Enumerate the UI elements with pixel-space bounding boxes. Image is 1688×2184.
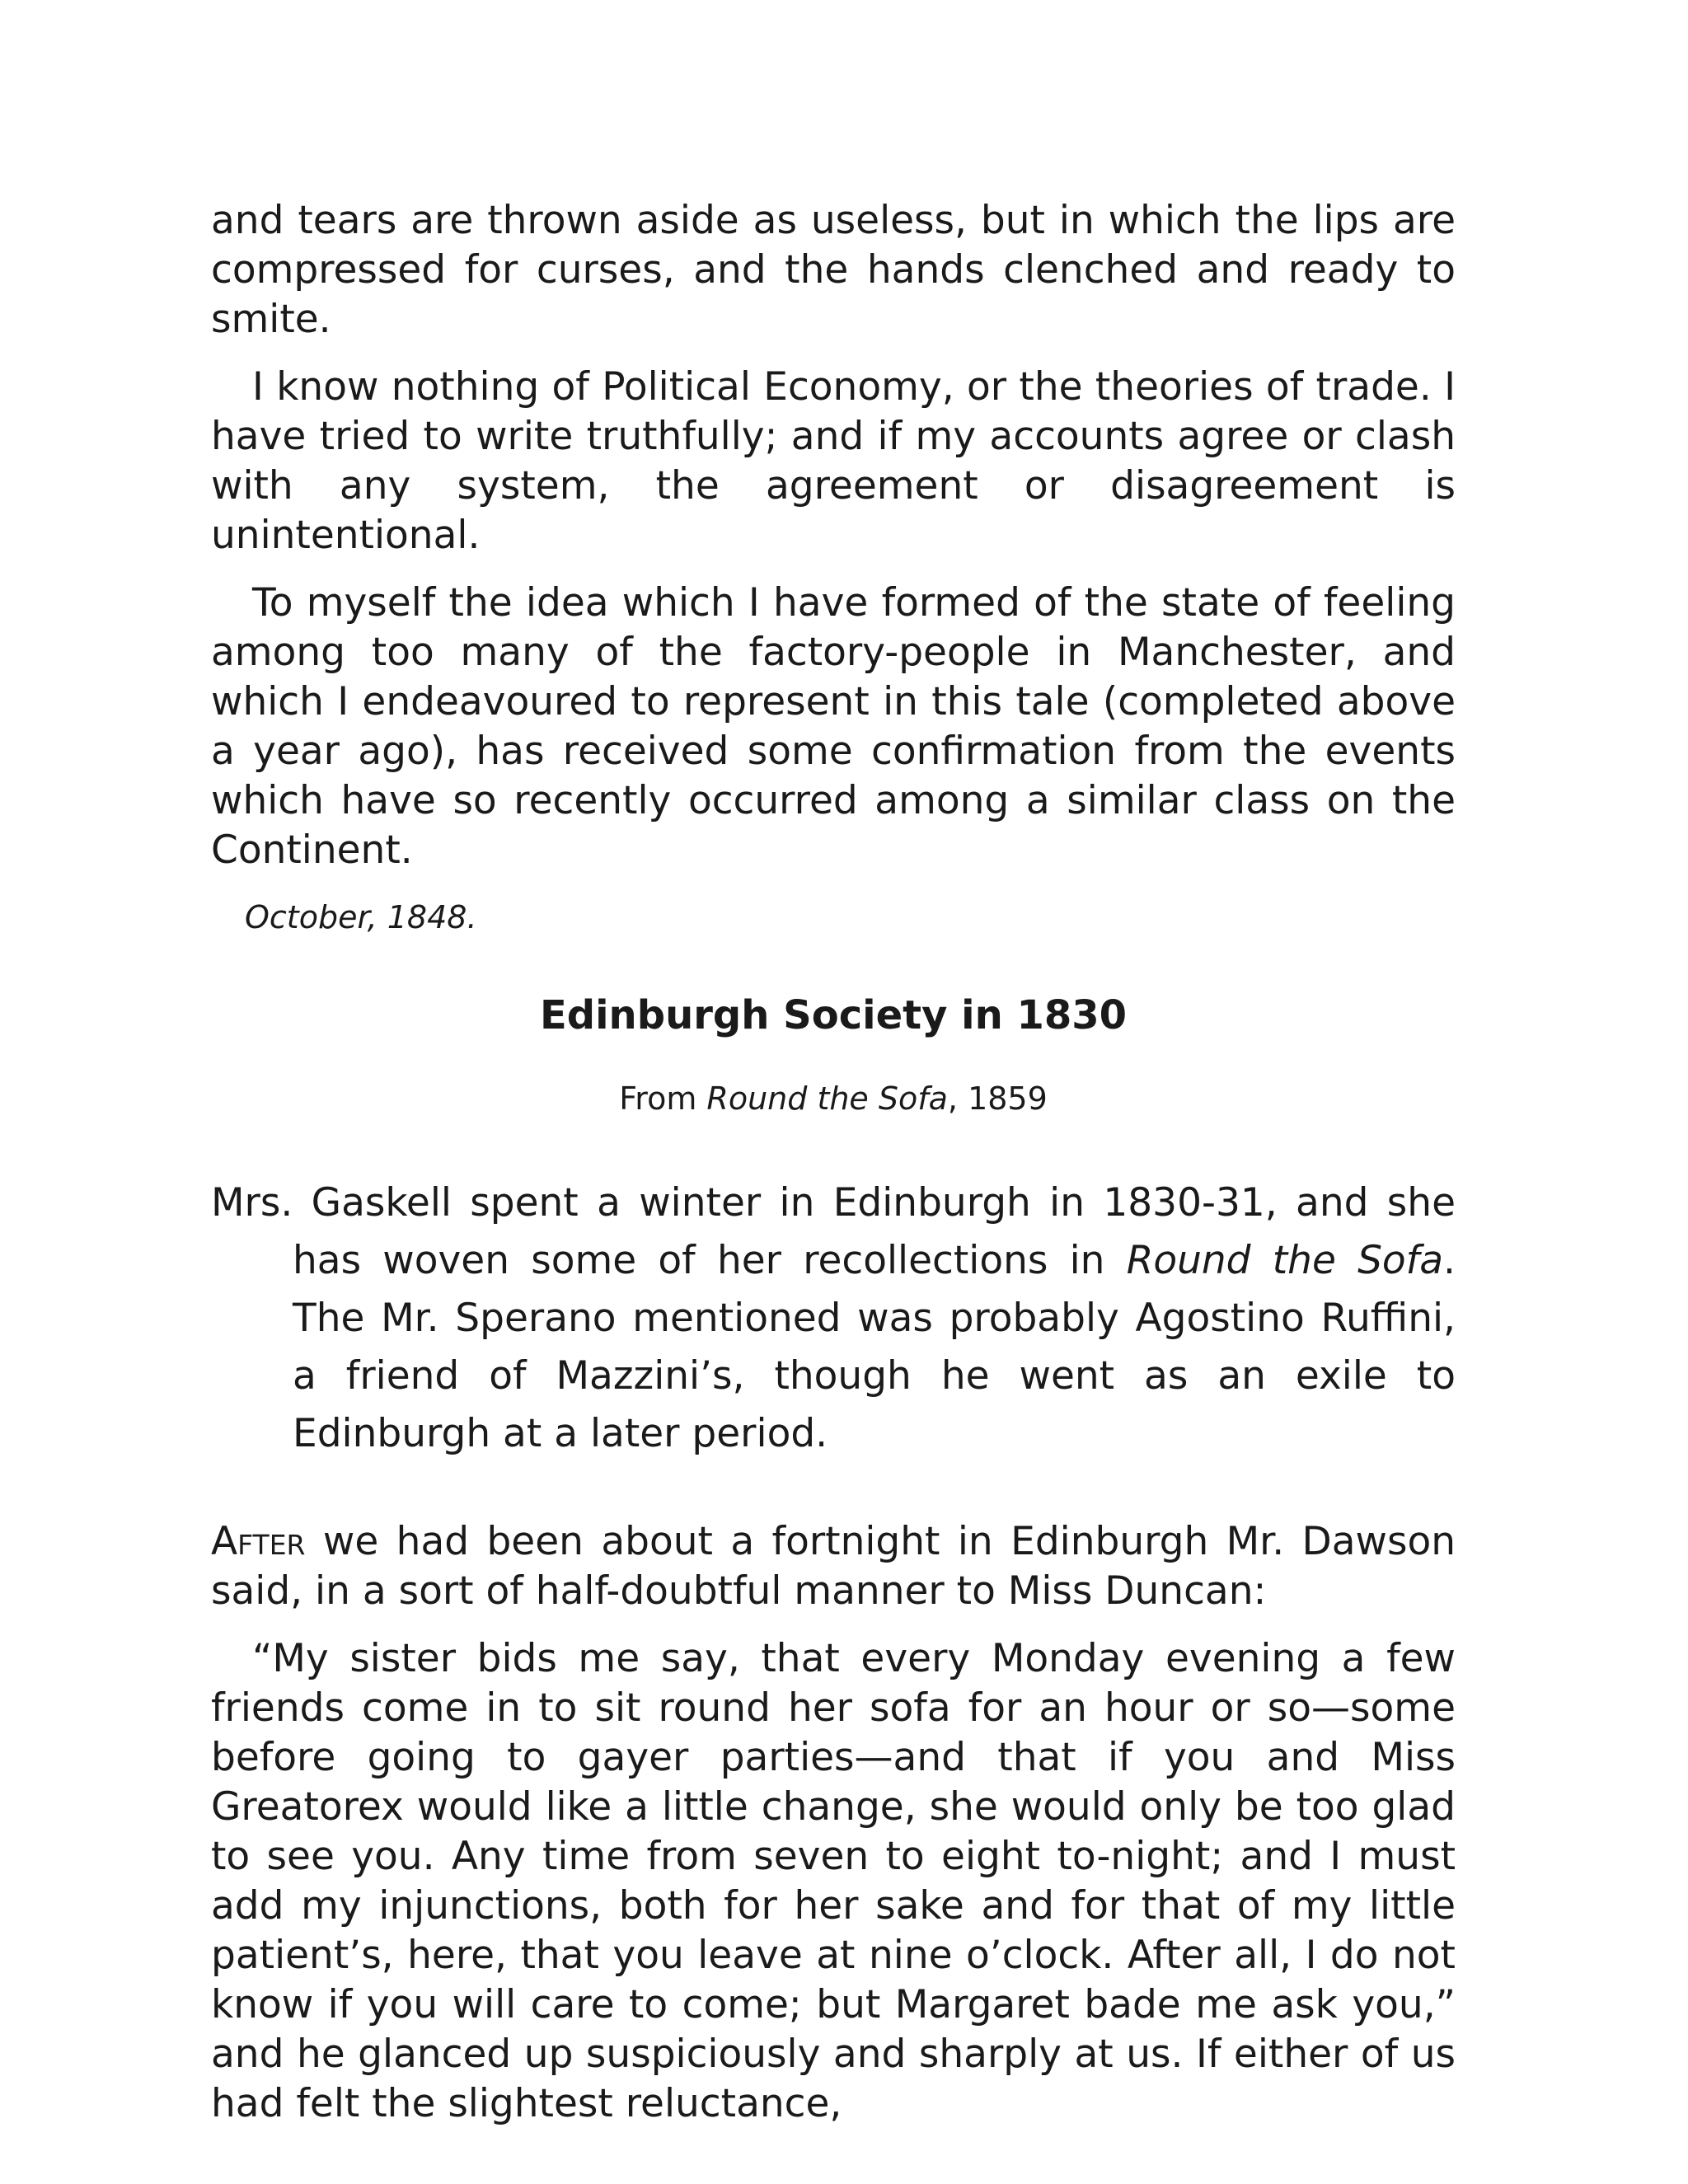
editor-note [211, 1174, 1456, 1463]
source-work-title: Round the Sofa [706, 1080, 948, 1117]
preface-paragraph-3: To myself the idea which I have formed of the state of feeling among too many of the factory-people in Manchester, and which I endeavoured to represent in this tale (completed above a year ago), has received some confirmation from the events which have so recently occurred among a similar class on the Continent. [211, 580, 1456, 873]
story-paragraph-1-rest: we had been about a fortnight in Edinburgh Mr. Dawson said, in a sort of half-doubtful manner to Miss Duncan: [211, 1519, 1456, 1614]
preface-date: October, 1848. [245, 899, 477, 935]
editor-note-part-2: . The Mr. Sperano mentioned was probably Agostino Ruffini, a friend of Mazzini’s, though he went as an exile to Edinburgh at a later period. [293, 1238, 1456, 1456]
section-title: Edinburgh Society in 1830 [539, 992, 1128, 1038]
editor-note-work-title: Round the Sofa [1126, 1238, 1444, 1283]
page-content [211, 196, 1456, 2129]
section-source [211, 1078, 1456, 1119]
story-paragraph-2: “My sister bids me say, that every Monday evening a few friends come in to sit round her sofa for an hour or so—some before going to gayer parties—and that if you and Miss Greatorex would like a little change, she would only be too glad to see you. Any time from seven to eight to-night; and I must add my injunctions, both for her sake and for that of my little patient’s, here, that you leave at nine o’clock. After all, I do not know if you will care to come; but Margaret bade me ask you,” and he glanced up suspiciously and sharply at us. If either of us had felt the slightest reluctance, [211, 1636, 1456, 2126]
story-opening-word: After [211, 1519, 306, 1564]
source-year: , 1859 [947, 1080, 1048, 1117]
editor-note-part-1: Mrs. Gaskell spent a winter in Edinburgh in 1830-31, and she has woven some of her recollections in [211, 1180, 1456, 1283]
preface-paragraph-1: and tears are thrown aside as useless, but in which the lips are compressed for curses, and the hands clenched and ready to smite. [211, 198, 1456, 342]
preface-paragraph-2: I know nothing of Political Economy, or the theories of trade. I have tried to write truthfully; and if my accounts agree or clash with any system, the agreement or disagreement is unintentional. [211, 364, 1456, 558]
source-prefix: From [619, 1080, 707, 1117]
story-paragraph-1 [211, 1517, 1456, 1616]
